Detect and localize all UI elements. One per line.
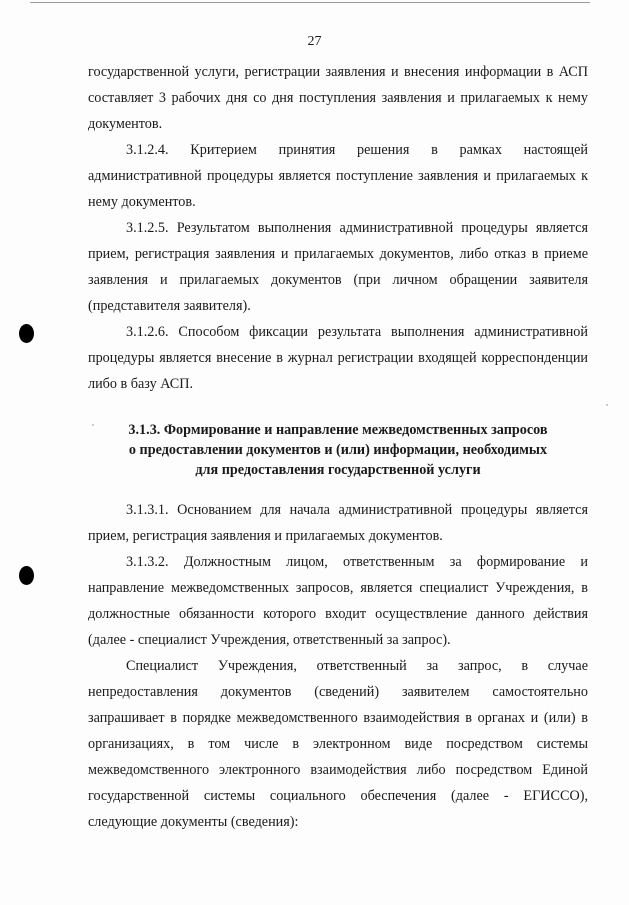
paragraph: 3.1.2.5. Результатом выполнения административной процедуры является прием, регистрация заявления и прилагаемых документов, либо отказ в приеме заявления и прилагаемых документов (при личном обращении заявителя (представителя заявителя). [88, 220, 588, 314]
heading-line: для предоставления государственной услуги [195, 462, 481, 478]
heading-line: о предоставлении документов и (или) информации, необходимых [128, 442, 548, 458]
paragraph: государственной услуги, регистрации заявления и внесения информации в АСП составляет 3 рабочих дня со дня поступления заявления и прилагаемых к нему документов. [88, 64, 588, 132]
paragraph: 3.1.2.4. Критерием принятия решения в рамках настоящей административной процедуры является поступление заявления и прилагаемых к нему документов. [88, 142, 588, 210]
paragraph: 3.1.3.1. Основанием для начала административной процедуры является прием, регистрация заявления и прилагаемых документов. [88, 502, 588, 544]
paragraph: Специалист Учреждения, ответственный за запрос, в случае непредоставления документов (сведений) заявителем самостоятельно запрашивает в порядке межведомственного взаимодействия в органах и (или) в организациях, в том числе в электронном виде посредством системы межведомственного электронного взаимодействия либо посредством Единой государственной системы социального обеспечения (далее - ЕГИССО), следующие документы (сведения): [88, 658, 588, 830]
scan-speck [606, 404, 608, 406]
punch-hole-icon [19, 324, 34, 343]
paragraph: 3.1.3.2. Должностным лицом, ответственным за формирование и направление межведомственных запросов, является специалист Учреждения, в должностные обязанности которого входит осуществление данного действия (далее - специалист Учреждения, ответственный за запрос). [88, 554, 588, 648]
scan-top-edge [30, 2, 590, 3]
paragraph: 3.1.2.6. Способом фиксации результата выполнения административной процедуры является внесение в журнал регистрации входящей корреспонденции либо в базу АСП. [88, 324, 588, 392]
punch-hole-icon [19, 566, 34, 585]
heading-line: 3.1.3. Формирование и направление межведомственных запросов [128, 422, 548, 438]
body-text [88, 59, 588, 835]
page-number: 27 [307, 34, 322, 49]
section-heading [88, 420, 588, 480]
